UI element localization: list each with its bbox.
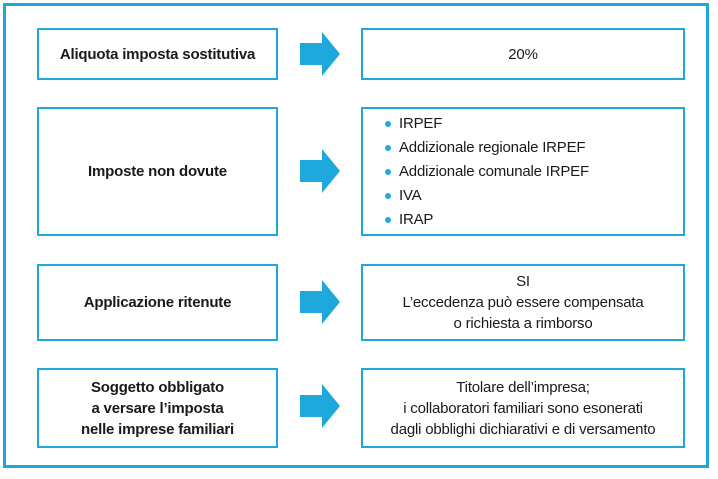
label-box-aliquota (37, 28, 278, 80)
list-item: IVA (377, 184, 589, 208)
label-ritenute: Applicazione ritenute (83, 294, 232, 311)
label-aliquota: Aliquota imposta sostitutiva (59, 45, 256, 63)
list-item: IRPEF (377, 112, 589, 136)
label-imposte: Imposte non dovute (88, 163, 227, 180)
value-box-ritenute (361, 264, 685, 341)
arrow-right-icon (300, 32, 340, 76)
value-soggetto-line: dagli obblighi dichiarativi e di versamento (390, 420, 656, 438)
value-ritenute-line: o richiesta a rimborso (453, 315, 593, 332)
arrow-right-icon (300, 384, 340, 428)
label-soggetto-line: Soggetto obbligato (90, 378, 225, 396)
label-soggetto-line: nelle imprese familiari (81, 420, 234, 438)
label-soggetto-line: a versare l’imposta (91, 399, 224, 417)
value-box-aliquota (361, 28, 685, 80)
value-soggetto-line: Titolare dell’impresa; (456, 378, 590, 396)
value-box-soggetto (361, 368, 685, 448)
label-box-ritenute (37, 264, 278, 341)
value-aliquota: 20% (508, 45, 538, 63)
label-box-imposte (37, 107, 278, 236)
list-item: Addizionale regionale IRPEF (377, 136, 589, 160)
value-box-imposte (361, 107, 685, 236)
arrow-right-icon (300, 280, 340, 324)
value-soggetto-line: i collaboratori familiari sono esonerati (403, 399, 643, 417)
label-box-soggetto (37, 368, 278, 448)
arrow-right-icon (300, 149, 340, 193)
value-ritenute-line: SI (516, 273, 530, 290)
imposte-list (377, 112, 589, 232)
list-item: Addizionale comunale IRPEF (377, 160, 589, 184)
value-ritenute-line: L’eccedenza può essere compensata (402, 294, 644, 311)
list-item: IRAP (377, 208, 589, 232)
